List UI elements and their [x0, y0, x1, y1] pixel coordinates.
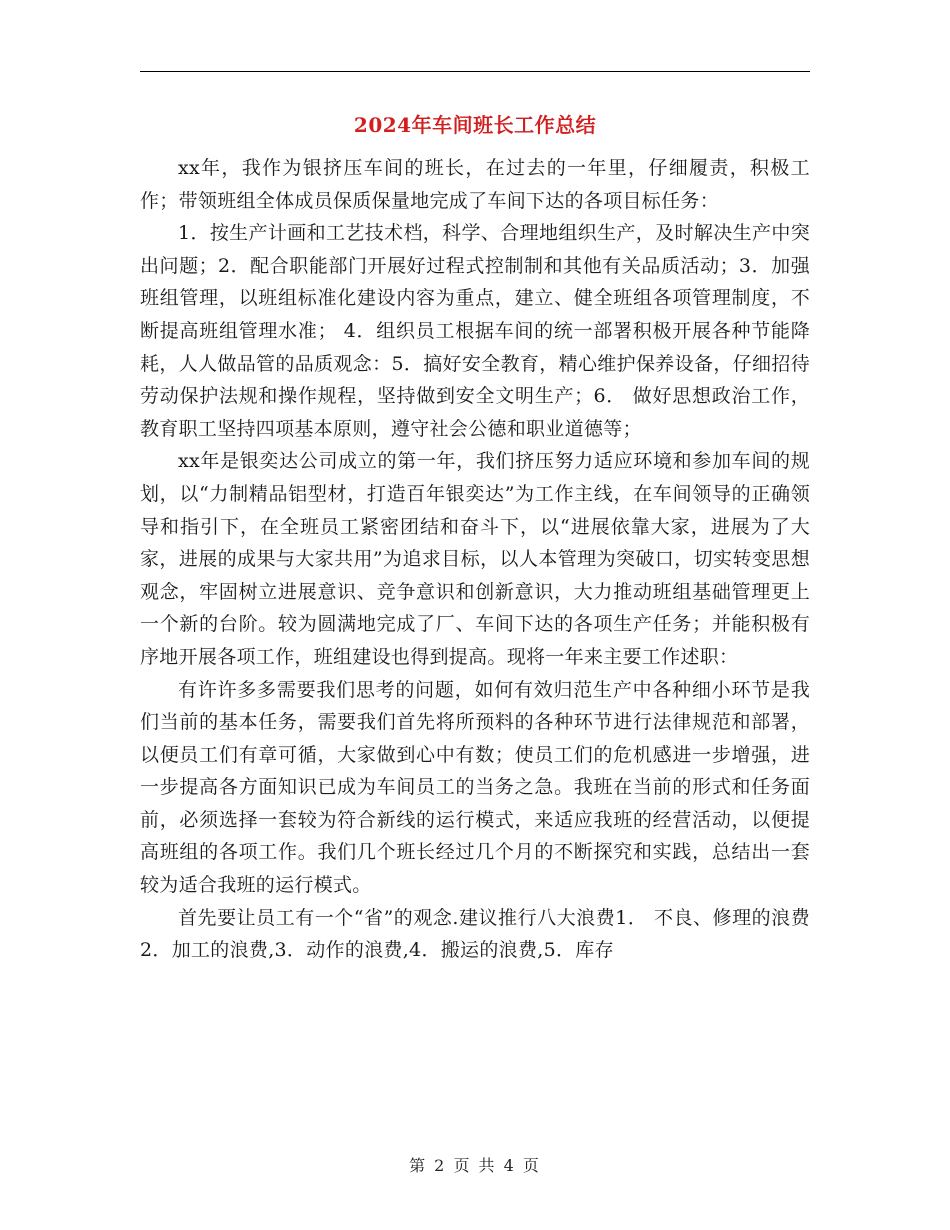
page-number: 第 2 页 共 4 页 [409, 1156, 541, 1175]
paragraph-task-list: 1．按生产计画和工艺技术档，科学、合理地组织生产，及时解决生产中突出问题；2．配合职能部门开展好过程式控制制和其他有关品质活动；3．加强班组管理，以班组标准化建设内容为重点，建立、健全班组各项管理制度，不断提高班组管理水准； 4．组织员工根据车间的统一部署积极开展各种节能降耗，人人做品管的品质观念：5．搞好安全教育，精心维护保养设备，仔细招待劳动保护法规和操作规程，坚持做到安全文明生产；6． 做好思想政治工作，教育职工坚持四项基本原则，遵守社会公德和职业道德等； [140, 222, 810, 440]
header-rule [140, 71, 810, 72]
paragraph-operating-model: 有许许多多需要我们思考的问题，如何有效归范生产中各种细小环节是我们当前的基本任务，需要我们首先将所预料的各种环节进行法律规范和部署，以便员工们有章可循，大家做到心中有数；使员工们的危机感进一步增强，进一步提高各方面知识已成为车间员工的当务之急。我班在当前的形式和任务面前，必须选择一套较为符合新线的运行模式，来适应我班的经营活动，以便提高班组的各项工作。我们几个班长经过几个月的不断探究和实践，总结出一套较为适合我班的运行模式。 [140, 678, 810, 897]
paragraph-intro: xx年，我作为银挤压车间的班长，在过去的一年里，仔细履责，积极工作；带领班组全体成员保质保量地完成了车间下达的各项目标任务： [140, 157, 810, 212]
paragraph-year-review: xx年是银奕达公司成立的第一年，我们挤压努力适应环境和参加车间的规划，以“力制精品铝型材，打造百年银奕达”为工作主线，在车间领导的正确领导和指引下，在全班员工紧密团结和奋斗下，以“进展依靠大家，进展为了大家，进展的成果与大家共用”为追求目标，以人本管理为突破口，切实转变思想观念，牢固树立进展意识、竞争意识和创新意识，大力推动班组基础管理更上一个新的台阶。较为圆满地完成了厂、车间下达的各项生产任务；并能积极有序地开展各项工作，班组建设也得到提高。现将一年来主要工作述职： [140, 450, 810, 668]
paragraph-waste-concept: 首先要让员工有一个“省”的观念.建议推行八大浪费1． 不良、修理的浪费 2．加工的浪费,3．动作的浪费,4．搬运的浪费,5．库存 [140, 906, 810, 962]
document-title: 2024年车间班长工作总结 [353, 113, 597, 137]
document-body [140, 152, 810, 967]
